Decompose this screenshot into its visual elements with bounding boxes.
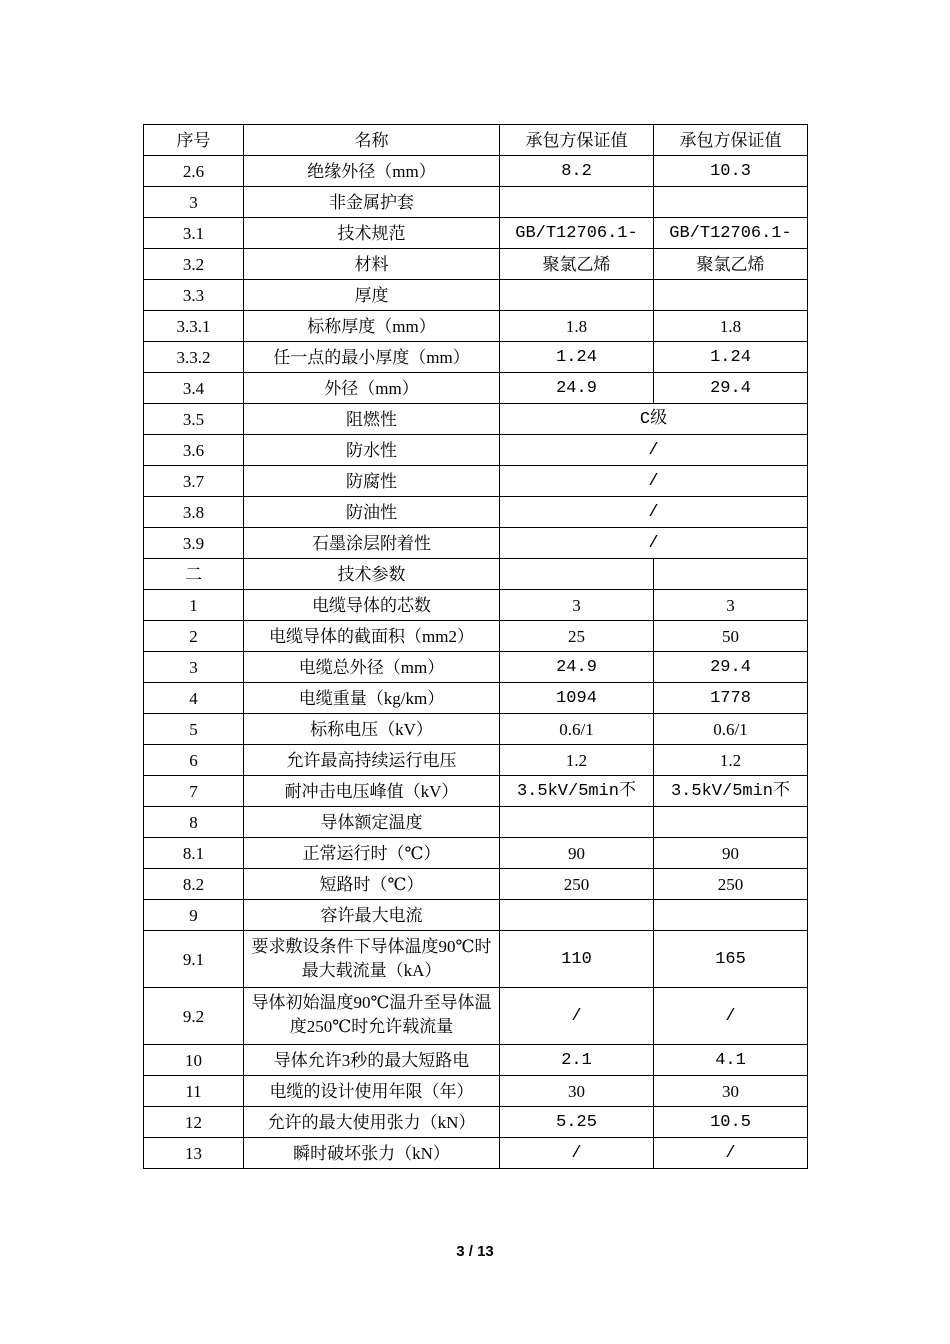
row-name: 耐冲击电压峰值（kV）	[244, 776, 500, 807]
row-serial: 9	[144, 900, 244, 931]
row-serial: 5	[144, 714, 244, 745]
row-merged-value: /	[500, 528, 808, 559]
table-row	[144, 931, 808, 988]
table-row	[144, 652, 808, 683]
row-value-2: 4.1	[654, 1045, 808, 1076]
table-row	[144, 528, 808, 559]
row-serial: 3.5	[144, 404, 244, 435]
row-name: 防油性	[244, 497, 500, 528]
row-value-2: 10.3	[654, 156, 808, 187]
table-row	[144, 311, 808, 342]
row-value-1: 8.2	[500, 156, 654, 187]
row-name: 短路时（℃）	[244, 869, 500, 900]
row-merged-value: /	[500, 466, 808, 497]
row-value-1: 90	[500, 838, 654, 869]
row-serial: 4	[144, 683, 244, 714]
row-name	[244, 931, 500, 988]
row-name: 标称电压（kV）	[244, 714, 500, 745]
row-name: 石墨涂层附着性	[244, 528, 500, 559]
table-row	[144, 590, 808, 621]
row-value-2-text: 3.5kV/5min不	[670, 781, 791, 801]
row-name: 容许最大电流	[244, 900, 500, 931]
row-value-2: /	[654, 1138, 808, 1169]
table-row	[144, 373, 808, 404]
row-serial: 3.7	[144, 466, 244, 497]
row-merged-value: C级	[500, 404, 808, 435]
table-row	[144, 988, 808, 1045]
row-name: 电缆总外径（mm）	[244, 652, 500, 683]
row-value-1: 1.24	[500, 342, 654, 373]
row-value-1	[500, 900, 654, 931]
table-row	[144, 900, 808, 931]
row-serial: 9.2	[144, 988, 244, 1045]
row-value-2	[654, 776, 808, 807]
row-serial: 8	[144, 807, 244, 838]
table-row	[144, 249, 808, 280]
table-row	[144, 1107, 808, 1138]
row-serial: 3.3.2	[144, 342, 244, 373]
row-value-2: 165	[654, 931, 808, 988]
row-value-1: 1.2	[500, 745, 654, 776]
row-name: 导体额定温度	[244, 807, 500, 838]
row-value-2: 1.8	[654, 311, 808, 342]
row-value-1: 0.6/1	[500, 714, 654, 745]
table-row	[144, 1076, 808, 1107]
row-value-1	[500, 559, 654, 590]
row-name	[244, 1045, 500, 1076]
row-value-2: 50	[654, 621, 808, 652]
row-serial: 10	[144, 1045, 244, 1076]
row-value-2: 1.2	[654, 745, 808, 776]
table-row	[144, 1138, 808, 1169]
row-merged-value: /	[500, 435, 808, 466]
row-value-2	[654, 187, 808, 218]
row-value-2: 29.4	[654, 373, 808, 404]
row-name-text: 导体初始温度90℃温升至导体温度250℃时允许载流量	[251, 993, 492, 1036]
row-value-1	[500, 776, 654, 807]
row-name: 防水性	[244, 435, 500, 466]
row-value-2: 90	[654, 838, 808, 869]
row-name	[244, 988, 500, 1045]
row-name: 技术参数	[244, 559, 500, 590]
row-name: 技术规范	[244, 218, 500, 249]
row-value-1-text: 3.5kV/5min不	[516, 781, 637, 801]
row-serial: 3.9	[144, 528, 244, 559]
header-name: 名称	[244, 125, 500, 156]
row-name: 允许最高持续运行电压	[244, 745, 500, 776]
table-row	[144, 559, 808, 590]
row-serial: 7	[144, 776, 244, 807]
row-value-1: 24.9	[500, 373, 654, 404]
row-serial: 13	[144, 1138, 244, 1169]
table-row	[144, 869, 808, 900]
row-value-2: 30	[654, 1076, 808, 1107]
table-row	[144, 745, 808, 776]
table-row	[144, 776, 808, 807]
row-value-2: 1778	[654, 683, 808, 714]
row-value-2: 0.6/1	[654, 714, 808, 745]
table-row	[144, 435, 808, 466]
table-row	[144, 497, 808, 528]
row-value-2: 1.24	[654, 342, 808, 373]
spec-table	[143, 124, 808, 1169]
row-serial: 11	[144, 1076, 244, 1107]
row-name: 厚度	[244, 280, 500, 311]
row-value-2: 3	[654, 590, 808, 621]
table-row	[144, 342, 808, 373]
header-value-2: 承包方保证值	[654, 125, 808, 156]
row-merged-value: /	[500, 497, 808, 528]
row-serial: 二	[144, 559, 244, 590]
row-name: 非金属护套	[244, 187, 500, 218]
table-row	[144, 838, 808, 869]
row-value-1: 聚氯乙烯	[500, 249, 654, 280]
row-value-1: 250	[500, 869, 654, 900]
row-value-2: 聚氯乙烯	[654, 249, 808, 280]
row-serial: 3.1	[144, 218, 244, 249]
row-serial: 12	[144, 1107, 244, 1138]
row-serial: 8.2	[144, 869, 244, 900]
row-value-2: 29.4	[654, 652, 808, 683]
row-name: 任一点的最小厚度（mm）	[244, 342, 500, 373]
table-row	[144, 218, 808, 249]
row-name: 阻燃性	[244, 404, 500, 435]
row-name: 允许的最大使用张力（kN）	[244, 1107, 500, 1138]
row-name: 电缆重量（kg/km）	[244, 683, 500, 714]
table-row	[144, 1045, 808, 1076]
row-serial: 2.6	[144, 156, 244, 187]
row-name: 外径（mm）	[244, 373, 500, 404]
row-name: 防腐性	[244, 466, 500, 497]
row-serial: 3.6	[144, 435, 244, 466]
row-serial: 2	[144, 621, 244, 652]
row-name: 电缆导体的芯数	[244, 590, 500, 621]
table-row	[144, 621, 808, 652]
row-name: 电缆导体的截面积（mm2）	[244, 621, 500, 652]
row-value-1: 24.9	[500, 652, 654, 683]
page-number: 3 / 13	[456, 1243, 494, 1260]
row-name-text: 要求敷设条件下导体温度90℃时最大载流量（kA）	[251, 937, 492, 980]
row-serial: 9.1	[144, 931, 244, 988]
table-row	[144, 280, 808, 311]
row-serial: 8.1	[144, 838, 244, 869]
row-value-1: 5.25	[500, 1107, 654, 1138]
table-header-row	[144, 125, 808, 156]
row-value-2: GB/T12706.1-	[654, 218, 808, 249]
row-value-1: /	[500, 1138, 654, 1169]
row-value-2	[654, 900, 808, 931]
row-name: 标称厚度（mm）	[244, 311, 500, 342]
header-value-1: 承包方保证值	[500, 125, 654, 156]
row-value-2: 10.5	[654, 1107, 808, 1138]
row-value-1: 2.1	[500, 1045, 654, 1076]
row-name: 电缆的设计使用年限（年）	[244, 1076, 500, 1107]
row-serial: 3	[144, 652, 244, 683]
row-value-2: 250	[654, 869, 808, 900]
row-value-1	[500, 807, 654, 838]
table-row	[144, 404, 808, 435]
row-value-1	[500, 187, 654, 218]
row-serial: 3.8	[144, 497, 244, 528]
row-value-2	[654, 280, 808, 311]
row-value-2	[654, 807, 808, 838]
row-value-1	[500, 280, 654, 311]
table-row	[144, 466, 808, 497]
row-value-1: 1.8	[500, 311, 654, 342]
row-serial: 1	[144, 590, 244, 621]
row-value-1: 25	[500, 621, 654, 652]
row-value-1: 30	[500, 1076, 654, 1107]
table-row	[144, 156, 808, 187]
row-serial: 3.2	[144, 249, 244, 280]
row-serial: 3	[144, 187, 244, 218]
row-value-1: /	[500, 988, 654, 1045]
row-serial: 3.4	[144, 373, 244, 404]
row-value-2: /	[654, 988, 808, 1045]
row-name: 正常运行时（℃）	[244, 838, 500, 869]
row-name: 绝缘外径（mm）	[244, 156, 500, 187]
row-value-1: GB/T12706.1-	[500, 218, 654, 249]
row-name: 瞬时破坏张力（kN）	[244, 1138, 500, 1169]
header-serial: 序号	[144, 125, 244, 156]
row-value-1: 3	[500, 590, 654, 621]
table-row	[144, 683, 808, 714]
row-serial: 3.3.1	[144, 311, 244, 342]
row-serial: 6	[144, 745, 244, 776]
row-serial: 3.3	[144, 280, 244, 311]
row-value-1: 110	[500, 931, 654, 988]
row-value-1: 1094	[500, 683, 654, 714]
row-name: 材料	[244, 249, 500, 280]
row-value-2	[654, 559, 808, 590]
row-name-text: 导体允许3秒的最大短路电	[273, 1050, 470, 1070]
table-row	[144, 807, 808, 838]
table-row	[144, 187, 808, 218]
table-row	[144, 714, 808, 745]
